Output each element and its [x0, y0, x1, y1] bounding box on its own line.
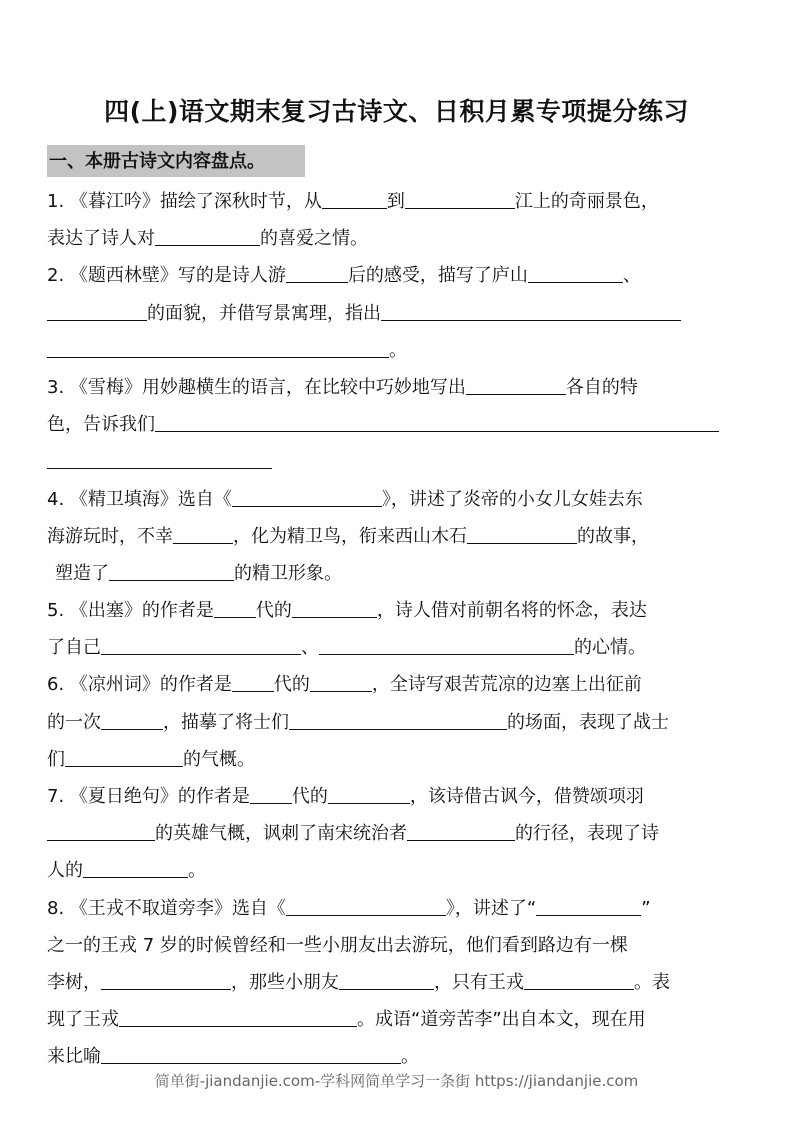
question-list [47, 183, 739, 1076]
question-text: ，化为精卫鸟，衔来西山木石 [233, 525, 467, 547]
question-text: 各自的特 [565, 376, 638, 398]
question-4-line [47, 518, 739, 555]
question-text: 后的感受，描写了庐山 [347, 265, 528, 287]
question-text: 了自己 [47, 637, 101, 659]
answer-blank[interactable] [339, 967, 434, 990]
question-text: 代的 [291, 786, 328, 807]
answer-blank[interactable] [467, 521, 577, 544]
answer-blank[interactable] [155, 223, 260, 246]
question-text: 人的 [47, 860, 83, 882]
question-text: 8. 《王戎不取道旁李》选自《 [47, 897, 286, 919]
answer-blank[interactable] [319, 632, 574, 655]
answer-blank[interactable] [47, 335, 389, 358]
question-text: 表达了诗人对 [47, 228, 155, 250]
answer-blank[interactable] [536, 893, 641, 916]
answer-blank[interactable] [250, 781, 292, 804]
answer-blank[interactable] [232, 484, 382, 507]
answer-blank[interactable] [466, 372, 566, 395]
question-text: 1. 《暮江吟》描绘了深秋时节，从 [47, 191, 322, 212]
answer-blank[interactable] [381, 298, 681, 321]
question-text: 的一次 [47, 711, 101, 733]
question-8-line [47, 964, 739, 1001]
answer-blank[interactable] [322, 186, 387, 209]
question-text: 。 [389, 339, 407, 361]
answer-blank[interactable] [47, 818, 155, 841]
answer-blank[interactable] [173, 521, 233, 544]
question-text: 来比喻 [47, 1046, 101, 1068]
question-5-line [47, 592, 739, 629]
question-3-line [47, 443, 739, 480]
question-text: 4. 《精卫填海》选自《 [47, 488, 232, 510]
question-text: ” [641, 897, 651, 919]
question-7-line [47, 778, 739, 815]
question-text: ，该诗借古讽今，借赞颂项羽 [409, 786, 644, 807]
question-8-line [47, 927, 739, 964]
answer-blank[interactable] [405, 186, 515, 209]
question-2-line [47, 257, 739, 294]
footer-watermark: 简单街-jiandanjie.com-学科网简单学习一条街 https://jiandanjie.com [154, 1072, 639, 1090]
question-text: ，那些小朋友 [231, 971, 339, 993]
question-8-line [47, 1001, 739, 1038]
answer-blank[interactable] [310, 669, 372, 692]
question-3-line [47, 369, 739, 406]
answer-blank[interactable] [286, 893, 446, 916]
question-6-line [47, 666, 739, 703]
question-text: 们 [47, 748, 65, 770]
question-2-line [47, 332, 739, 369]
answer-blank[interactable] [101, 632, 301, 655]
answer-blank[interactable] [214, 595, 256, 618]
question-text: 的面貌，并借写景寓理，指出 [147, 302, 381, 324]
question-text: 色，告诉我们 [47, 414, 155, 436]
question-text: 》，讲述了“ [445, 897, 537, 919]
question-text: 代的 [255, 600, 292, 622]
answer-blank[interactable] [232, 669, 274, 692]
question-text: 江上的奇丽景色， [514, 191, 659, 212]
question-text: 7. 《夏日绝句》的作者是 [47, 786, 250, 807]
question-text: 海游玩时，不幸 [47, 525, 173, 547]
question-text: 的场面，表现了战士 [507, 711, 669, 733]
question-text: 。 [401, 1046, 419, 1068]
question-text: 3. 《雪梅》用妙趣横生的语言，在比较中巧妙地写出 [47, 376, 466, 398]
question-text: 。成语“道旁苦李”出自本文，现在用 [357, 1009, 646, 1031]
question-text: ，诗人借对前朝名将的怀念，表达 [376, 600, 647, 622]
answer-blank[interactable] [528, 260, 623, 283]
answer-blank[interactable] [101, 1041, 401, 1064]
question-text: ，全诗写艰苦荒凉的边塞上出征前 [371, 674, 642, 696]
answer-blank[interactable] [47, 446, 272, 469]
answer-blank[interactable] [155, 409, 719, 432]
question-text: 的精卫形象。 [234, 562, 342, 584]
answer-blank[interactable] [328, 781, 410, 804]
answer-blank[interactable] [119, 1004, 357, 1027]
question-text: 的英雄气概，讽刺了南宋统治者 [155, 823, 407, 845]
question-text: 6. 《凉州词》的作者是 [47, 674, 232, 696]
page-title: 四(上)语文期末复习古诗文、日积月累专项提分练习 [104, 97, 689, 126]
question-text: 的心情。 [574, 637, 646, 659]
answer-blank[interactable] [83, 855, 188, 878]
question-text: 李树， [47, 971, 101, 993]
question-7-line [47, 815, 739, 852]
question-1-line [47, 183, 739, 220]
question-text: ，描摹了将士们 [163, 711, 289, 733]
answer-blank[interactable] [47, 298, 147, 321]
answer-blank[interactable] [292, 595, 377, 618]
question-text: 2. 《题西林壁》写的是诗人游 [47, 265, 286, 287]
question-text: ，只有王戎 [434, 971, 524, 993]
question-5-line [47, 629, 739, 666]
question-3-line [47, 406, 739, 443]
question-text: 现了王戎 [47, 1009, 119, 1031]
answer-blank[interactable] [286, 260, 348, 283]
question-text: 到 [386, 191, 405, 212]
question-text: 代的 [273, 674, 310, 696]
question-text: 。 [188, 860, 206, 882]
question-6-line [47, 741, 739, 778]
answer-blank[interactable] [65, 744, 183, 767]
question-text: 的行径，表现了诗 [515, 823, 659, 845]
question-text: 的喜爱之情。 [260, 228, 368, 250]
question-4-line [47, 481, 739, 518]
question-text: 、 [622, 265, 641, 287]
answer-blank[interactable] [407, 818, 515, 841]
answer-blank[interactable] [101, 967, 231, 990]
question-text: 5. 《出塞》的作者是 [47, 600, 214, 622]
answer-blank[interactable] [109, 558, 234, 581]
question-text: 、 [301, 637, 319, 659]
question-8-line [47, 890, 739, 927]
question-7-line [47, 852, 739, 889]
question-text: 之一的王戎 7 岁的时候曾经和一些小朋友出去游玩，他们看到路边有一棵 [47, 934, 628, 956]
question-1-line [47, 220, 739, 257]
question-4-line [47, 555, 739, 592]
answer-blank[interactable] [289, 707, 507, 730]
question-text: 的气概。 [183, 748, 255, 770]
answer-blank[interactable] [524, 967, 634, 990]
question-2-line [47, 295, 739, 332]
question-text: 塑造了 [55, 562, 109, 584]
question-text: 的故事， [577, 525, 649, 547]
question-text: 》，讲述了炎帝的小女儿女娃去东 [381, 488, 643, 510]
answer-blank[interactable] [101, 707, 163, 730]
section-heading: 一、本册古诗文内容盘点。 [47, 145, 305, 177]
question-text: 。表 [634, 971, 670, 993]
question-6-line [47, 704, 739, 741]
